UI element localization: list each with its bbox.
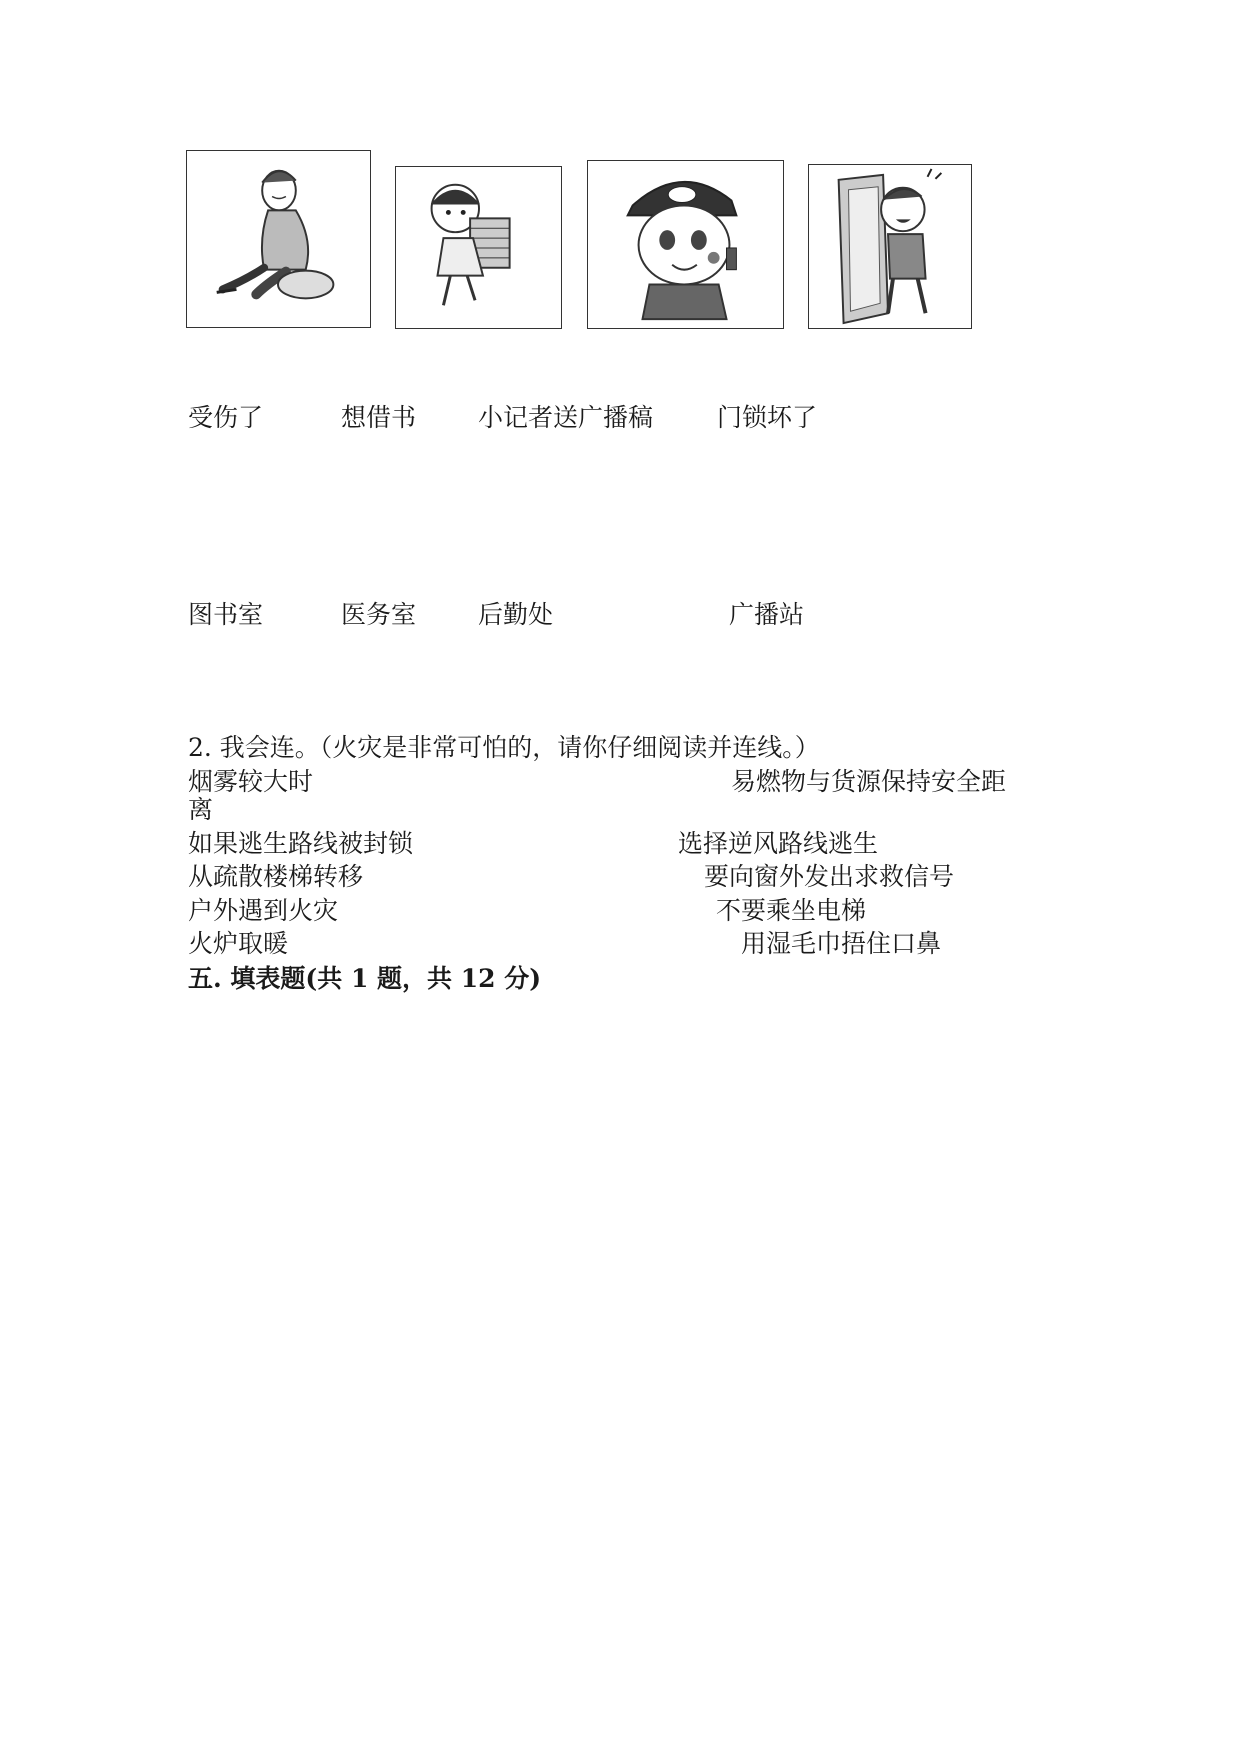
place-logistics[interactable]: 后勤处 [478,600,554,629]
situation-borrow-book[interactable]: 想借书 [341,403,417,432]
right-item-4[interactable]: 不要乘坐电梯 [716,896,867,925]
right-item-1[interactable]: 易燃物与货源保持安全距 [731,767,1007,796]
left-item-1[interactable]: 烟雾较大时 [188,767,314,796]
situation-reporter[interactable]: 小记者送广播稿 [478,403,654,432]
injured-boy-sitting-icon [187,151,370,327]
situation-broken-lock[interactable]: 门锁坏了 [717,403,818,432]
situation-injured[interactable]: 受伤了 [188,403,264,432]
picture-injured-boy [186,150,371,328]
left-item-4[interactable]: 户外遇到火灾 [188,896,339,925]
left-item-5[interactable]: 火炉取暖 [188,929,289,958]
left-item-2[interactable]: 如果逃生路线被封锁 [188,829,414,858]
girl-carrying-books-icon [396,167,561,328]
right-item-1-wrap: 离 [188,795,214,824]
right-item-5[interactable]: 用湿毛巾捂住口鼻 [741,929,942,958]
boy-stuck-at-door-icon [809,165,971,328]
picture-door-boy [808,164,972,329]
left-item-3[interactable]: 从疏散楼梯转移 [188,862,364,891]
place-clinic[interactable]: 医务室 [341,600,417,629]
question2-title: 2. 我会连。（火灾是非常可怕的，请你仔细阅读并连线。） [188,733,820,762]
picture-reporter-boy [587,160,784,329]
right-item-3[interactable]: 要向窗外发出求救信号 [704,862,955,891]
picture-girl-books [395,166,562,329]
boy-with-cap-reporter-icon [588,161,783,328]
place-library[interactable]: 图书室 [188,600,264,629]
right-item-2[interactable]: 选择逆风路线逃生 [678,829,879,858]
section5-heading: 五. 填表题(共 1 题，共 12 分) [188,964,542,993]
place-broadcast[interactable]: 广播站 [729,600,805,629]
